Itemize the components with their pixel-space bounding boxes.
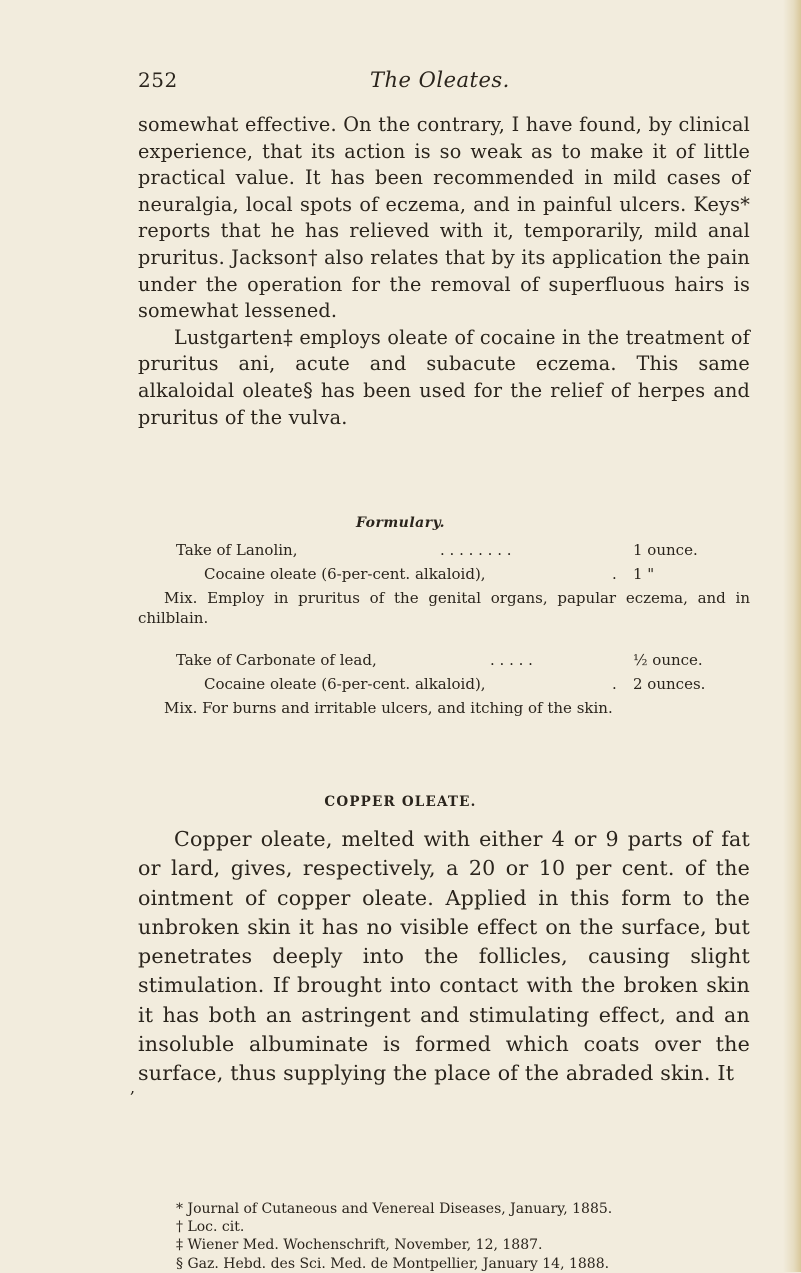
recipe-amount: 2 ounces. bbox=[633, 675, 706, 693]
footnote: * Journal of Cutaneous and Venereal Diseases, January, 1885. bbox=[176, 1201, 613, 1217]
page-edge-shadow bbox=[783, 0, 801, 1272]
footnote: † Loc. cit. bbox=[176, 1219, 245, 1236]
section-heading-copper-oleate: COPPER OLEATE. bbox=[324, 794, 477, 810]
footnote: ‡ Wiener Med. Wochenschrift, November, 12, 1887. bbox=[176, 1237, 543, 1254]
recipe-amount: ½ ounce. bbox=[633, 651, 703, 669]
recipe-ingredient: Cocaine oleate (6-per-cent. alkaloid), bbox=[204, 675, 486, 693]
footnote: § Gaz. Hebd. des Sci. Med. de Montpellier, January 14, 1888. bbox=[176, 1255, 610, 1272]
page-header bbox=[0, 68, 801, 98]
paragraph-continued: somewhat effective. On the contrary, I have found, by clinical experience, that its action is so weak as to make it of little practical value. It has been recommended in mild cases of neuralgia, local spots of eczema, and in painful ulcers. Keys* reports that he has relieved with it, temporarily, mild anal pruritus. Jackson† also relates that by its application the pain under the operation for the removal of superfluous hairs is somewhat lessened. bbox=[138, 113, 750, 323]
recipe-leader-dots: . . . . . . . . bbox=[440, 541, 512, 559]
body-text-copper-oleate bbox=[138, 825, 750, 1089]
margin-mark: , bbox=[130, 1078, 136, 1097]
recipe-ingredient: Cocaine oleate (6-per-cent. alkaloid), bbox=[204, 565, 486, 583]
recipe-leader-dots: . bbox=[612, 675, 617, 693]
recipe-ingredient: Take of Lanolin, bbox=[176, 541, 298, 559]
recipe-amount: 1 ounce. bbox=[633, 541, 698, 559]
recipe-directions: Mix. Employ in pruritus of the genital organs, papular eczema, and in chilblain. bbox=[138, 589, 750, 627]
recipe-leader-dots: . bbox=[612, 565, 617, 583]
paragraph-lustgarten: Lustgarten‡ employs oleate of cocaine in the treatment of pruritus ani, acute and subacute eczema. This same alkaloidal oleate§ has been used for the relief of herpes and pruritus of the vulva. bbox=[138, 325, 750, 429]
recipe-leader-dots: . . . . . bbox=[490, 651, 533, 669]
formulary-heading: Formulary. bbox=[355, 515, 446, 531]
recipe-directions: Mix. For burns and irritable ulcers, and itching of the skin. bbox=[164, 699, 613, 717]
recipe-amount: 1 " bbox=[633, 565, 655, 583]
page-number: 252 bbox=[138, 68, 178, 92]
body-text-top bbox=[138, 112, 750, 431]
recipe-ingredient: Take of Carbonate of lead, bbox=[176, 651, 377, 669]
footnotes bbox=[176, 1200, 756, 1273]
running-title: The Oleates. bbox=[370, 68, 510, 92]
paragraph-copper-oleate: Copper oleate, melted with either 4 or 9 parts of fat or lard, gives, respectively, a 20 or 10 per cent. of the ointment of copper oleate. Applied in this form to the unbroken skin it has no visible effect on the surface, but penetrates deeply into the follicles, causing slight stimulation. If brought into contact with the broken skin it has both an astringent and stimulating effect, and an insoluble albuminate is formed which coats over the surface, thus supplying the place of the abraded skin. It bbox=[138, 827, 750, 1086]
